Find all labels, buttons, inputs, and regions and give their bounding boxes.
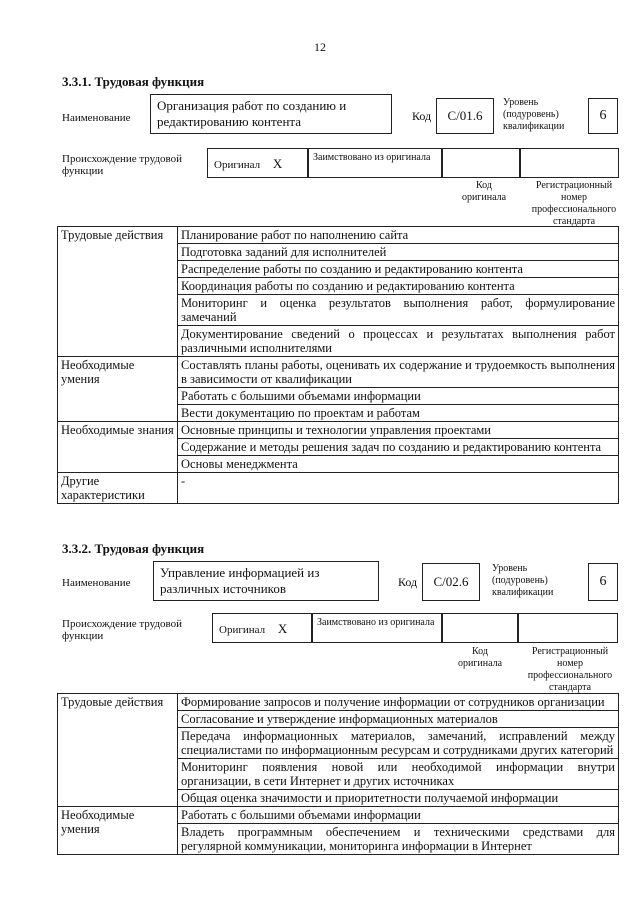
borrowed-label: Заимствовано из оригинала <box>313 152 431 163</box>
original-cell <box>212 613 312 643</box>
borrowed-cell <box>312 613 442 643</box>
section-title: 3.3.2. Трудовая функция <box>62 541 205 556</box>
table-cell: Согласование и утверждение информационных материалов <box>178 711 619 728</box>
table-row <box>58 807 619 824</box>
table-cell: Содержание и методы решения задач по созданию и редактированию контента <box>178 439 619 456</box>
table-cell: Работать с большими объемами информации <box>178 388 619 405</box>
page-number: 12 <box>314 40 326 54</box>
level-box <box>588 563 618 601</box>
level-label: Уровень (подуровень) квалификации <box>503 97 565 132</box>
table-cell: Подготовка заданий для исполнителей <box>178 244 619 261</box>
category-cell: Необходимые умения <box>58 807 178 855</box>
table-row <box>58 227 619 244</box>
table-cell: Формирование запросов и получение информации от сотрудников организации <box>178 694 619 711</box>
original-label: Оригинал <box>214 159 261 171</box>
function-table <box>57 693 619 855</box>
reg-number-cell <box>518 613 618 643</box>
category-cell: Другие характеристики <box>58 473 178 504</box>
borrowed-cell <box>308 148 442 178</box>
table-cell: Распределение работы по созданию и редактированию контента <box>178 261 619 278</box>
code-box <box>436 98 494 134</box>
table-cell: Планирование работ по наполнению сайта <box>178 227 619 244</box>
code-label: Код <box>398 575 418 589</box>
category-cell: Необходимые знания <box>58 422 178 473</box>
category-cell: Необходимые умения <box>58 357 178 422</box>
table-cell: Основные принципы и технологии управления проектами <box>178 422 619 439</box>
level-label: Уровень (подуровень) квалификации <box>492 563 554 598</box>
table-row <box>58 473 619 504</box>
table-cell: Составлять планы работы, оценивать их содержание и трудоемкость выполнения в зависимости от квалификации <box>178 357 619 388</box>
code-box <box>422 563 480 601</box>
table-cell: Общая оценка значимости и приоритетности получаемой информации <box>178 790 619 807</box>
function-code: C/02.6 <box>433 574 469 589</box>
table-cell: Координация работы по созданию и редактированию контента <box>178 278 619 295</box>
function-name-box <box>150 94 392 134</box>
table-cell: - <box>178 473 619 504</box>
table-cell: Работать с большими объемами информации <box>178 807 619 824</box>
category-cell: Трудовые действия <box>58 227 178 357</box>
reg-number-cell <box>520 148 619 178</box>
table-cell: Основы менеджмента <box>178 456 619 473</box>
function-name-box <box>153 561 379 601</box>
name-label: Наименование <box>62 112 131 124</box>
reg-number-label: Регистрационный номер профессионального стандарта <box>531 180 617 227</box>
original-mark: X <box>277 621 288 636</box>
origin-label: Происхождение трудовой функции <box>62 618 183 642</box>
code-original-cell <box>442 148 520 178</box>
table-cell: Мониторинг и оценка результатов выполнения работ, формулирование замечаний <box>178 295 619 326</box>
table-row <box>58 422 619 439</box>
category-cell: Трудовые действия <box>58 694 178 807</box>
function-name: Организация работ по созданию и редактированию контента <box>157 98 347 129</box>
table-cell: Документирование сведений о процессах и результатах выполнения работ различными исполнителями <box>178 326 619 357</box>
code-label: Код <box>412 109 432 123</box>
function-table <box>57 226 619 504</box>
origin-row <box>212 613 618 643</box>
original-label: Оригинал <box>219 624 266 636</box>
section-title: 3.3.1. Трудовая функция <box>62 74 205 89</box>
borrowed-label: Заимствовано из оригинала <box>317 617 435 628</box>
code-original-label: Код оригинала <box>461 180 507 203</box>
table-cell: Владеть программным обеспечением и техническими средствами для регулярной коммуникации, мониторинга информации в Интернет <box>178 824 619 855</box>
original-mark: X <box>272 156 283 171</box>
function-code: C/01.6 <box>447 108 483 123</box>
code-original-cell <box>442 613 518 643</box>
reg-number-label: Регистрационный номер профессионального стандарта <box>527 646 613 693</box>
table-row <box>58 357 619 388</box>
origin-label: Происхождение трудовой функции <box>62 153 183 177</box>
original-cell <box>207 148 308 178</box>
origin-row <box>207 148 619 178</box>
table-cell: Передача информационных материалов, замечаний, исправлений между специалистами по информационным ресурсам и сотрудниками других категорий <box>178 728 619 759</box>
code-original-label: Код оригинала <box>457 646 503 669</box>
level-box <box>588 98 618 134</box>
level-value: 6 <box>599 574 607 589</box>
name-label: Наименование <box>62 577 131 589</box>
table-cell: Мониторинг появления новой или необходимой информации внутри организации, в сети Интернет и других источниках <box>178 759 619 790</box>
function-name: Управление информацией из различных источников <box>160 565 320 596</box>
table-cell: Вести документацию по проектам и работам <box>178 405 619 422</box>
table-row <box>58 694 619 711</box>
level-value: 6 <box>599 108 607 123</box>
